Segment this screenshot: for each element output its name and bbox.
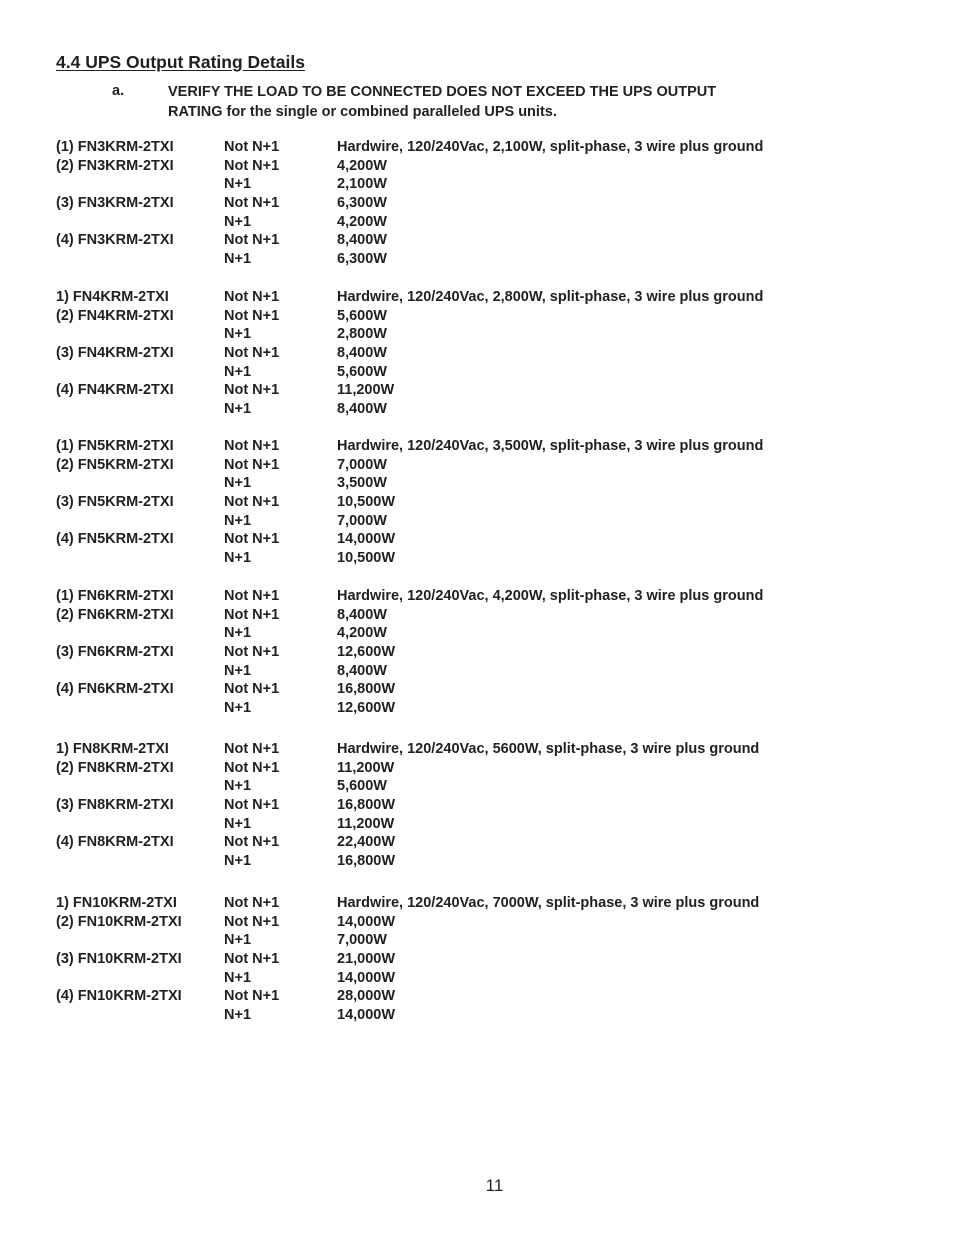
redundancy-cell: Not N+1 — [224, 913, 280, 930]
rating-cell: 8,400W — [337, 606, 387, 623]
model-cell: 1) FN10KRM-2TXI — [56, 895, 177, 911]
redundancy-cell: N+1 — [224, 326, 252, 343]
model-cell: (3) FN10KRM-2TXI — [56, 951, 182, 968]
note-marker: a. — [112, 83, 125, 99]
redundancy-cell: N+1 — [224, 625, 252, 642]
rating-cell: 14,000W — [337, 531, 396, 548]
redundancy-cell: N+1 — [224, 512, 252, 529]
rating-cell: Hardwire, 120/240Vac, 7000W, split-phase, 3 wire plus ground — [337, 895, 760, 911]
model-cell: 1) FN8KRM-2TXI — [56, 741, 169, 757]
note-text — [168, 83, 868, 122]
redundancy-cell: Not N+1 — [224, 195, 280, 212]
redundancy-cell: Not N+1 — [224, 345, 280, 362]
redundancy-cell: N+1 — [224, 213, 252, 230]
model-cell: (3) FN4KRM-2TXI — [56, 345, 174, 362]
rating-cell: 4,200W — [337, 213, 387, 230]
rating-cell: 11,200W — [337, 759, 395, 776]
model-cell: (3) FN3KRM-2TXI — [56, 195, 174, 212]
rating-cell: 12,600W — [337, 644, 396, 661]
rating-cell: Hardwire, 120/240Vac, 5600W, split-phase, 3 wire plus ground — [337, 741, 760, 757]
rating-cell: Hardwire, 120/240Vac, 4,200W, split-phase, 3 wire plus ground — [337, 588, 764, 604]
rating-cell: 5,600W — [337, 363, 387, 380]
redundancy-cell: Not N+1 — [224, 644, 280, 661]
redundancy-cell: N+1 — [224, 662, 252, 679]
redundancy-cell: N+1 — [224, 401, 252, 418]
model-cell: (2) FN10KRM-2TXI — [56, 913, 182, 930]
redundancy-cell: N+1 — [224, 550, 252, 567]
redundancy-cell: Not N+1 — [224, 588, 280, 604]
rating-cell: 6,300W — [337, 251, 387, 268]
rating-cell: 28,000W — [337, 988, 396, 1005]
redundancy-cell: N+1 — [224, 700, 252, 717]
redundancy-cell: Not N+1 — [224, 951, 280, 968]
section-heading: 4.4 UPS Output Rating Details — [56, 52, 305, 72]
rating-cell: 4,200W — [337, 157, 387, 174]
redundancy-cell: Not N+1 — [224, 456, 280, 473]
model-cell: (2) FN6KRM-2TXI — [56, 606, 174, 623]
redundancy-cell: Not N+1 — [224, 681, 280, 698]
rating-cell: 16,800W — [337, 797, 396, 814]
model-cell: (4) FN10KRM-2TXI — [56, 988, 182, 1005]
rating-cell: 11,200W — [337, 382, 395, 399]
rating-cell: Hardwire, 120/240Vac, 2,800W, split-phase, 3 wire plus ground — [337, 289, 764, 305]
rating-cell: 5,600W — [337, 778, 387, 795]
redundancy-cell: N+1 — [224, 853, 252, 870]
rating-cell: 5,600W — [337, 307, 387, 324]
redundancy-cell: Not N+1 — [224, 232, 280, 249]
rating-cell: 4,200W — [337, 625, 387, 642]
redundancy-cell: N+1 — [224, 778, 252, 795]
redundancy-cell: Not N+1 — [224, 531, 280, 548]
redundancy-cell: Not N+1 — [224, 759, 280, 776]
model-cell: (1) FN3KRM-2TXI — [56, 139, 174, 155]
redundancy-cell: Not N+1 — [224, 895, 280, 911]
model-cell: (1) FN6KRM-2TXI — [56, 588, 174, 604]
rating-cell: 7,000W — [337, 512, 387, 529]
page-number: 11 — [485, 1176, 504, 1195]
rating-cell: 12,600W — [337, 700, 396, 717]
redundancy-cell: N+1 — [224, 932, 252, 949]
model-cell: (4) FN3KRM-2TXI — [56, 232, 174, 249]
rating-cell: 2,800W — [337, 326, 387, 343]
model-cell: (4) FN4KRM-2TXI — [56, 382, 174, 399]
model-cell: (2) FN8KRM-2TXI — [56, 759, 174, 776]
redundancy-cell: N+1 — [224, 815, 252, 832]
redundancy-cell: N+1 — [224, 251, 252, 268]
model-cell: (4) FN5KRM-2TXI — [56, 531, 174, 548]
model-cell: (3) FN6KRM-2TXI — [56, 644, 174, 661]
rating-cell: 10,500W — [337, 550, 396, 567]
redundancy-cell: N+1 — [224, 363, 252, 380]
redundancy-cell: Not N+1 — [224, 157, 280, 174]
rating-cell: 7,000W — [337, 456, 387, 473]
rating-cell: 14,000W — [337, 1007, 396, 1024]
model-cell: (4) FN6KRM-2TXI — [56, 681, 174, 698]
rating-cell: 8,400W — [337, 345, 387, 362]
redundancy-cell: Not N+1 — [224, 741, 280, 757]
rating-cell: 11,200W — [337, 815, 395, 832]
rating-cell: 16,800W — [337, 853, 396, 870]
redundancy-cell: Not N+1 — [224, 438, 280, 454]
rating-cell: 21,000W — [337, 951, 396, 968]
redundancy-cell: Not N+1 — [224, 494, 280, 511]
rating-cell: Hardwire, 120/240Vac, 2,100W, split-phase, 3 wire plus ground — [337, 139, 764, 155]
redundancy-cell: Not N+1 — [224, 307, 280, 324]
model-cell: (3) FN5KRM-2TXI — [56, 494, 174, 511]
model-cell: (1) FN5KRM-2TXI — [56, 438, 174, 454]
rating-cell: 14,000W — [337, 969, 396, 986]
rating-cell: Hardwire, 120/240Vac, 3,500W, split-phase, 3 wire plus ground — [337, 438, 764, 454]
model-cell: (2) FN4KRM-2TXI — [56, 307, 174, 324]
redundancy-cell: N+1 — [224, 475, 252, 492]
redundancy-cell: N+1 — [224, 176, 252, 193]
model-cell: 1) FN4KRM-2TXI — [56, 289, 169, 305]
rating-cell: 10,500W — [337, 494, 396, 511]
model-cell: (3) FN8KRM-2TXI — [56, 797, 174, 814]
model-cell: (4) FN8KRM-2TXI — [56, 834, 174, 851]
rating-cell: 6,300W — [337, 195, 387, 212]
redundancy-cell: N+1 — [224, 969, 252, 986]
model-cell: (2) FN3KRM-2TXI — [56, 157, 174, 174]
note-line-1: VERIFY THE LOAD TO BE CONNECTED DOES NOT EXCEED THE UPS OUTPUT — [168, 84, 717, 100]
rating-cell: 8,400W — [337, 401, 387, 418]
redundancy-cell: Not N+1 — [224, 834, 280, 851]
rating-cell: 14,000W — [337, 913, 396, 930]
model-cell: (2) FN5KRM-2TXI — [56, 456, 174, 473]
redundancy-cell: N+1 — [224, 1007, 252, 1024]
rating-cell: 8,400W — [337, 662, 387, 679]
redundancy-cell: Not N+1 — [224, 382, 280, 399]
rating-cell: 3,500W — [337, 475, 387, 492]
rating-cell: 2,100W — [337, 176, 387, 193]
rating-cell: 16,800W — [337, 681, 396, 698]
redundancy-cell: Not N+1 — [224, 606, 280, 623]
redundancy-cell: Not N+1 — [224, 988, 280, 1005]
rating-cell: 7,000W — [337, 932, 387, 949]
redundancy-cell: Not N+1 — [224, 289, 280, 305]
redundancy-cell: Not N+1 — [224, 797, 280, 814]
redundancy-cell: Not N+1 — [224, 139, 280, 155]
rating-cell: 8,400W — [337, 232, 387, 249]
rating-cell: 22,400W — [337, 834, 396, 851]
note-line-2: RATING for the single or combined paralleled UPS units. — [168, 103, 557, 120]
